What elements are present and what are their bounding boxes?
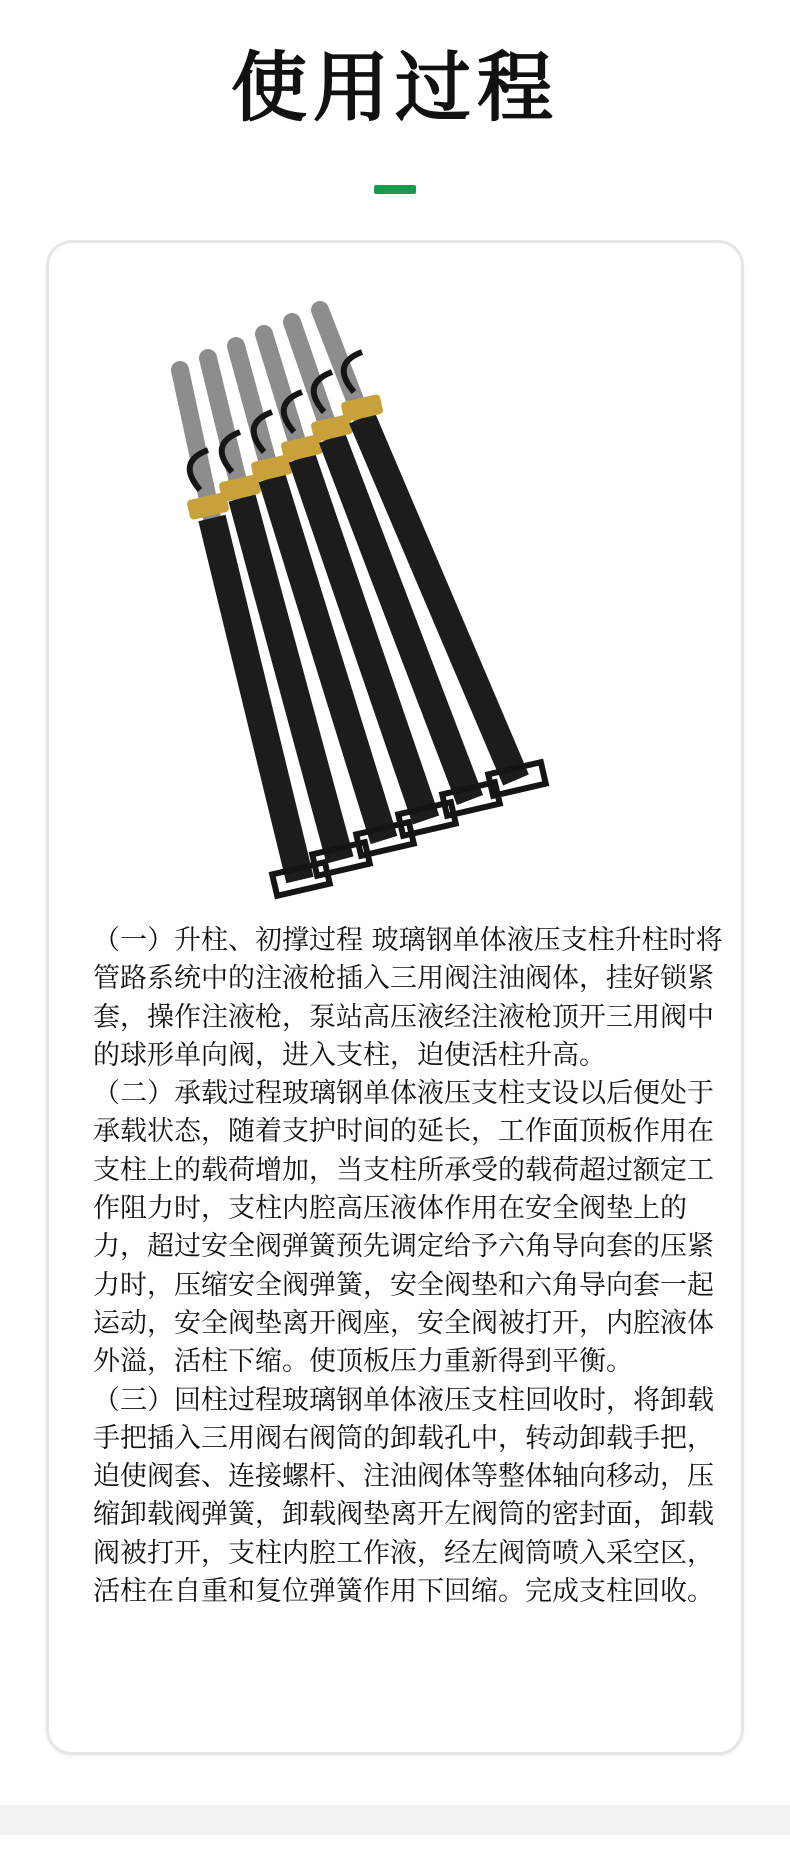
product-photo [160,300,640,900]
prop-bundle-icon [180,310,546,896]
paragraph-raising: （一）升柱、初撑过程 玻璃钢单体液压支柱升柱时将管路系统中的注液枪插入三用阀注油阀体，挂好锁紧套，操作注液枪，泵站高压液经注液枪顶开三用阀中的球形单向阀，进入支柱，迫使活柱升高。 [93,925,723,1071]
paragraph-load-bearing: （二）承载过程玻璃钢单体液压支柱支设以后便处于承载状态，随着支护时间的延长，工作面顶板作用在支柱上的载荷增加，当支柱所承受的载荷超过额定工作阻力时，支柱内腔高压液体作用在安全阀垫上的力，超过安全阀弹簧预先调定给予六角导向套的压紧力时，压缩安全阀弹簧，安全阀垫和六角导向套一起运动，安全阀垫离开阀座，安全阀被打开，内腔液体外溢，活柱下缩。使顶板压力重新得到平衡。 [93,1078,714,1378]
title-accent-bar [374,185,416,194]
paragraph-retraction: （三）回柱过程玻璃钢单体液压支柱回收时，将卸载手把插入三用阀右阀筒的卸载孔中，转动卸载手把，迫使阀套、连接螺杆、注油阀体等整体轴向移动，压缩卸载阀弹簧，卸载阀垫离开左阀筒的密封面，卸载阀被打开，支柱内腔工作液，经左阀筒喷入采空区，活柱在自重和复位弹簧作用下回缩。完成支柱回收。 [93,1384,714,1608]
footer-band [0,1805,790,1835]
page-title: 使用过程 [231,43,559,132]
process-description [93,922,733,1611]
